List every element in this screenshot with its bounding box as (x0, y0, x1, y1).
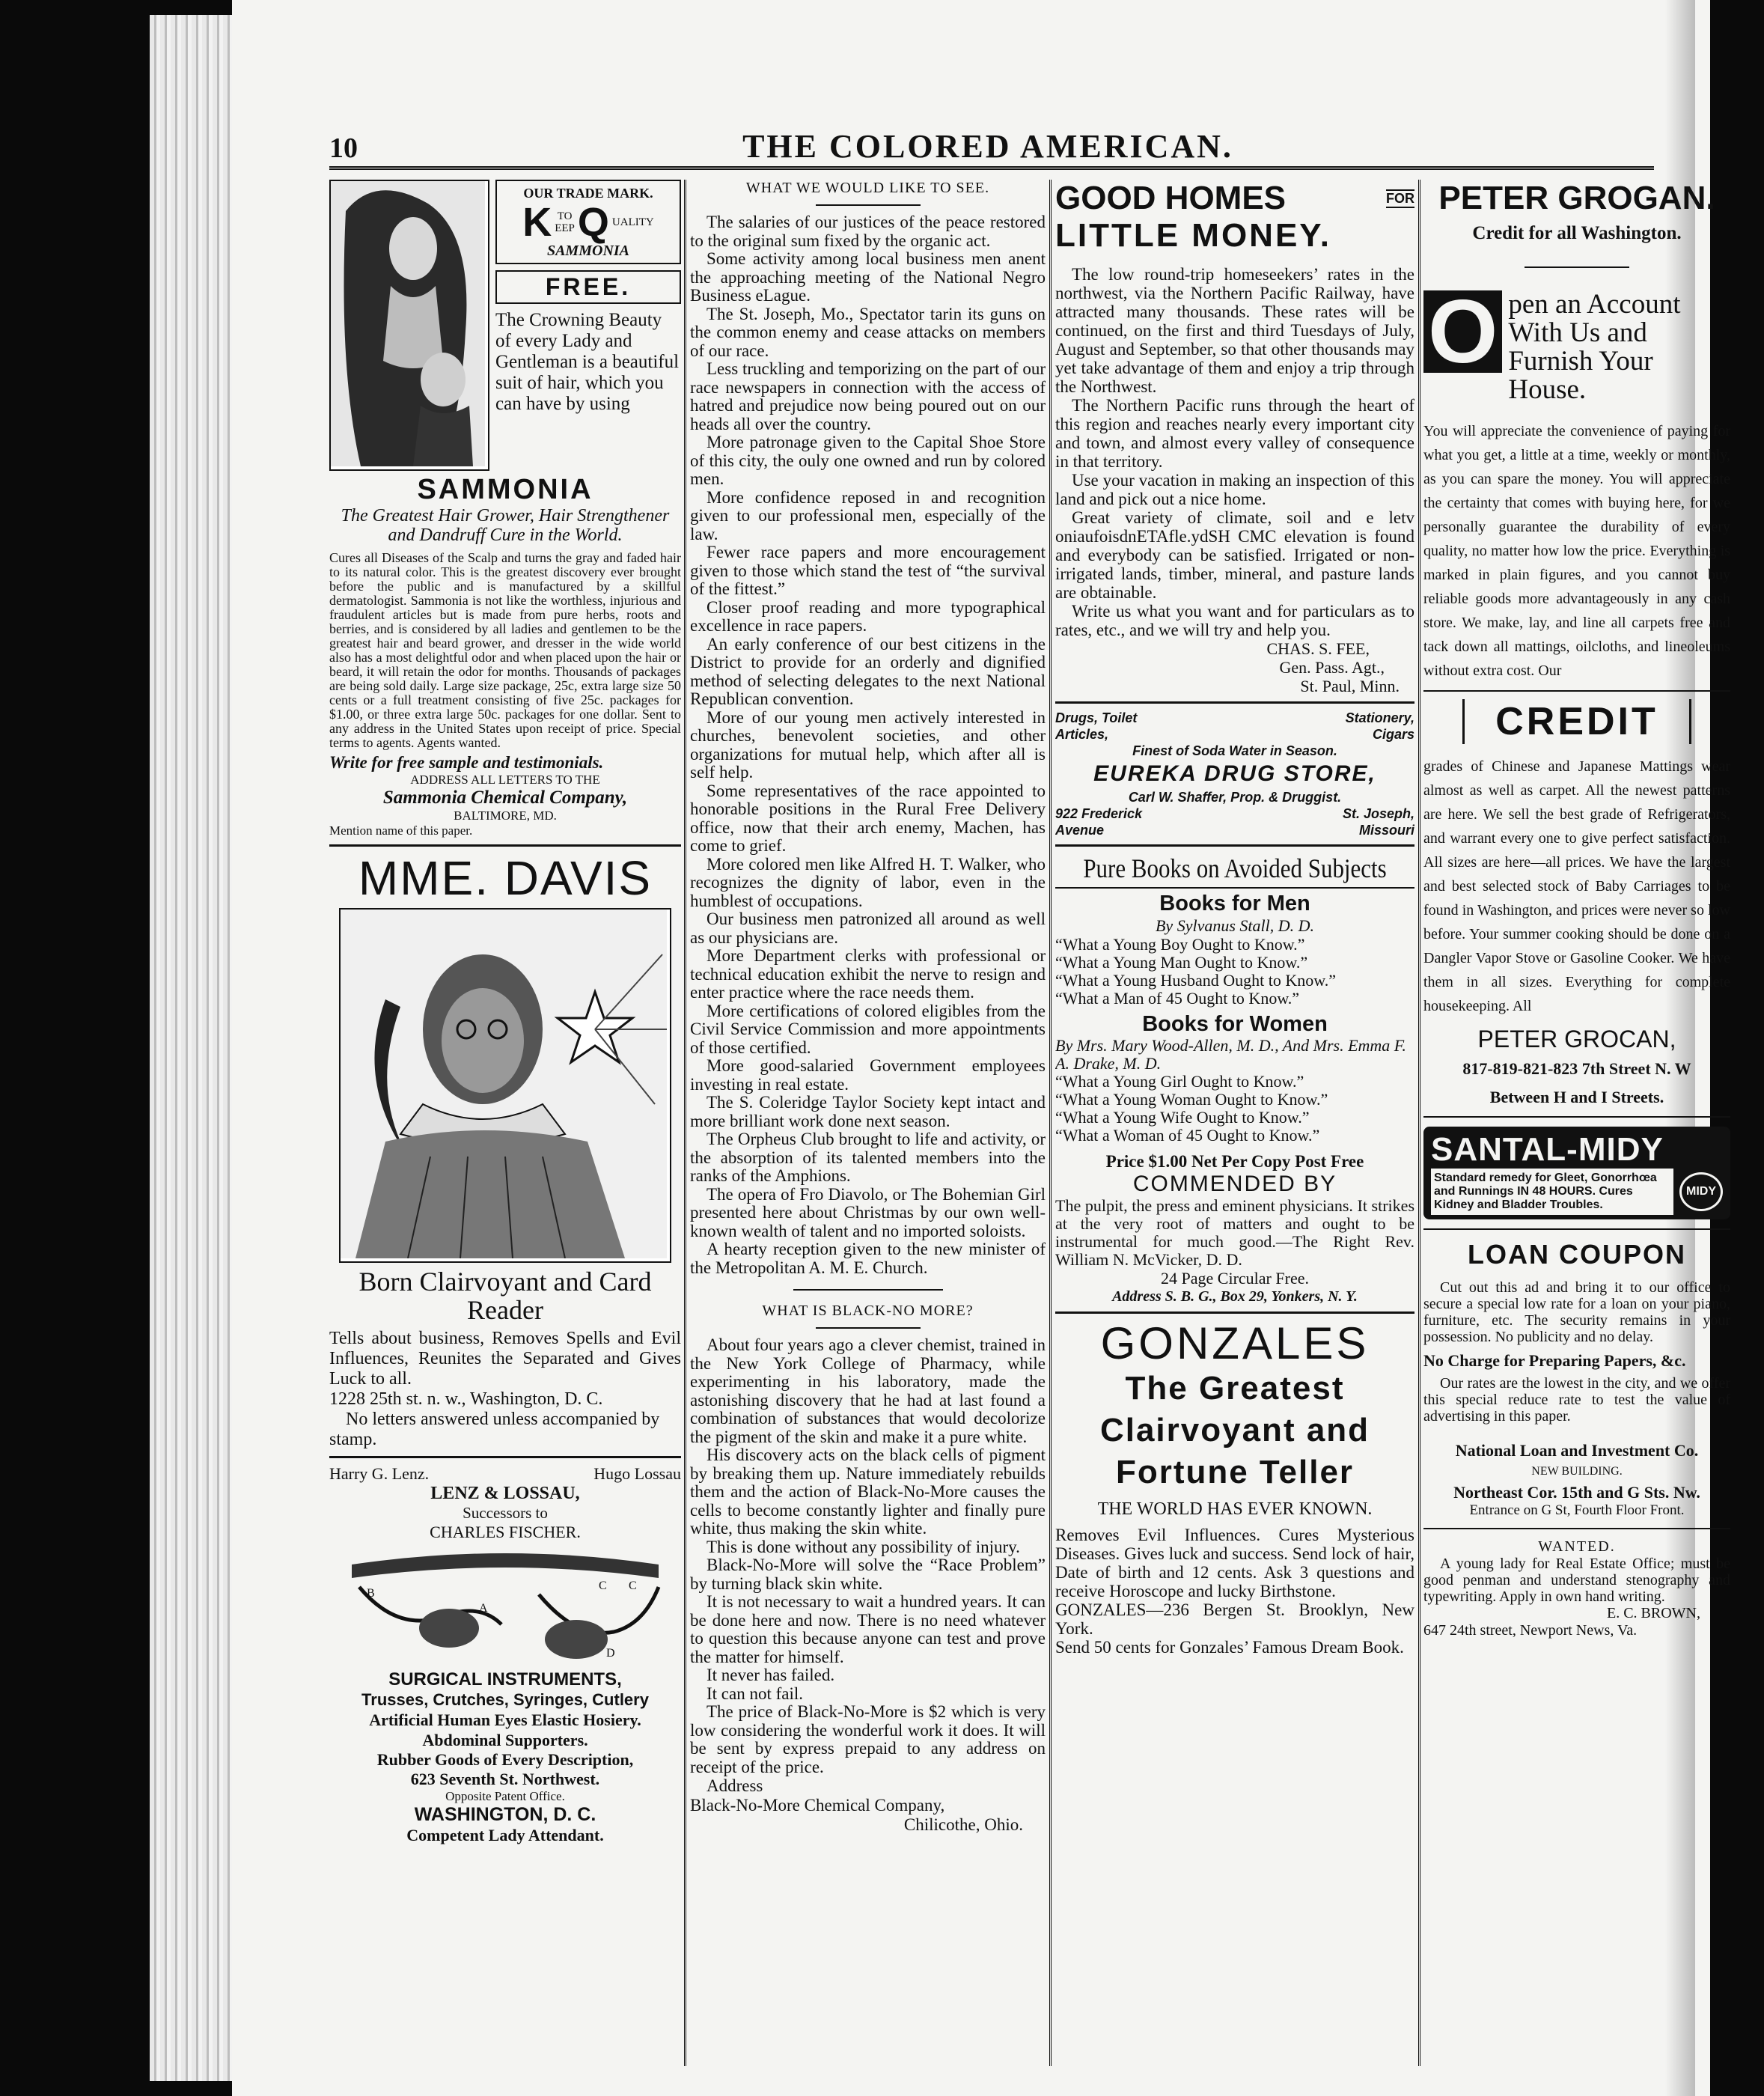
truss-label-b: B (367, 1587, 375, 1600)
davis-title: Born Clairvoyant and Card Reader (358, 1267, 652, 1325)
heading-rule (816, 1327, 921, 1329)
column-divider (1049, 180, 1052, 2066)
davis-body: Tells about business, Removes Spells and Evil Influences, Reunites the Separated and Gives Luck to all. (329, 1329, 681, 1389)
midy-logo: MIDY (1679, 1172, 1723, 1211)
drug-l3: 922 Frederick (1055, 806, 1143, 821)
books-men-list (1055, 936, 1414, 1008)
column-1 (329, 180, 681, 1845)
homes-sign-2: Gen. Pass. Agt., (1279, 658, 1385, 677)
drug-prop: Carl W. Shaffer, Prop. & Druggist. (1128, 790, 1342, 805)
article-paragraph: The S. Coleridge Taylor Society kept intact and more brilliant work done next season. (690, 1093, 1046, 1130)
article-paragraph: It can not fail. (706, 1684, 804, 1703)
truss-label-d: D (606, 1647, 615, 1660)
article-black-no-more (690, 1336, 1046, 1776)
truss-label-a: A (479, 1602, 488, 1615)
grogan-credit: Credit for all Washington. (1472, 223, 1682, 243)
eureka-drug-ad (1055, 710, 1414, 838)
article-paragraph: It is not necessary to wait a hundred years. It can be done here and now. There is no need whatever to question this because anyone can test and prove the matter for himself. (690, 1592, 1046, 1666)
lenz-city: WASHINGTON, D. C. (414, 1804, 596, 1825)
article-paragraph: Our business men patronized all around as well as our physicians are. (690, 910, 1046, 947)
homes-title-1: GOOD HOMES (1055, 180, 1287, 216)
newspaper-page (232, 0, 1730, 2096)
drug-soda: Finest of Soda Water in Season. (1132, 743, 1337, 758)
books-body: The pulpit, the press and eminent physicians. It strikes at the very root of matters and ought to be instrumental for much good.—The Right Rev. William N. McVicker, D. D. (1055, 1196, 1414, 1269)
book-title-item: “What a Young Boy Ought to Know.” (1055, 935, 1305, 954)
article-paragraph: More colored men like Alfred H. T. Walker, who recognizes the dignity of labor, even in the humblest of occupations. (690, 854, 1046, 910)
homes-paragraph: Use your vacation in making an inspection of this land and pick out a nice home. (1055, 471, 1414, 508)
books-women-author: By Mrs. Mary Wood-Allen, M. D., And Mrs. Emma F. A. Drake, M. D. (1055, 1036, 1406, 1073)
article-paragraph: Some representatives of the race appointed to honorable positions in the Rural Free Delivery office, now that their arch enemy, Machen, has come to grief. (690, 781, 1046, 855)
free-banner: FREE. (495, 270, 681, 304)
wanted-ad (1423, 1538, 1730, 1639)
column-divider (1418, 180, 1420, 2066)
gonzales-address: GONZALES—236 Bergen St. Brooklyn, New York. (1055, 1600, 1414, 1638)
crowning-text: The Crowning Beauty of every Lady and Gentleman is a beautiful suit of hair, which you can have by using (495, 310, 680, 414)
books-circular: 24 Page Circular Free. (1161, 1269, 1309, 1288)
page-header (329, 127, 1646, 165)
credit-ad (1423, 699, 1730, 1107)
loan-body: Cut out this ad and bring it to our office to secure a special low rate for a loan on your piano, furniture, etc. The security remains in your possession. No publicity and no delay. (1423, 1279, 1730, 1345)
books-women-heading: Books for Women (1142, 1012, 1328, 1036)
column-3 (1055, 180, 1414, 1657)
truss-label-c1: C (599, 1579, 607, 1592)
book-spine (150, 15, 239, 2081)
page-number: 10 (329, 132, 358, 164)
books-commended: COMMENDED BY (1132, 1172, 1337, 1196)
homes-title-2: LITTLE MONEY. (1055, 217, 1331, 254)
lenz-name: Harry G. Lenz. (329, 1464, 430, 1483)
homes-sign-3: St. Paul, Minn. (1300, 677, 1400, 695)
sammonia-tagline: The Greatest Hair Grower, Hair Strengthener and Dandruff Cure in the World. (341, 506, 670, 545)
kq-letter-q: Q (577, 200, 609, 245)
loan-nocharge: No Charge for Preparing Papers, &c. (1423, 1351, 1686, 1370)
book-title-item: “What a Young Wife Ought to Know.” (1055, 1108, 1310, 1127)
book-title-item: “What a Young Man Ought to Know.” (1055, 953, 1308, 972)
drug-r3: St. Joseph, (1342, 806, 1414, 821)
lenz-successors: Successors to (463, 1504, 548, 1522)
lenz-street: 623 Seventh St. Northwest. (410, 1770, 600, 1788)
sammonia-write: Write for free sample and testimonials. (329, 753, 604, 772)
article-heading-black-no-more: WHAT IS BLACK-NO MORE? (762, 1303, 974, 1319)
kq-uality: UALITY (611, 216, 654, 228)
wanted-address: 647 24th street, Newport News, Va. (1423, 1622, 1638, 1639)
loan-company: National Loan and Investment Co. (1455, 1441, 1699, 1460)
article-paragraph: More certifications of colored eligibles from the Civil Service Commission and more appointments of those certified. (690, 1001, 1046, 1057)
book-title-item: “What a Man of 45 Ought to Know.” (1055, 989, 1300, 1008)
article-paragraph: Fewer race papers and more encouragement given to those which stand the test of “the survival of the fittest.” (690, 543, 1046, 598)
lenz-firm: LENZ & LOSSAU, (430, 1484, 580, 1503)
drug-l4: Avenue (1055, 823, 1105, 838)
books-price: Price $1.00 Net Per Copy Post Free (1105, 1152, 1364, 1171)
wanted-title: WANTED. (1538, 1538, 1616, 1555)
hair-portrait-image (329, 180, 489, 471)
drug-l1: Drugs, Toilet (1055, 710, 1138, 725)
truss-label-c2: C (629, 1579, 637, 1592)
book-title-item: “What a Young Woman Ought to Know.” (1055, 1090, 1328, 1109)
grogan-body: You will appreciate the convenience of paying for what you get, a little at a time, weekly or monthly, as you can spare the money. You will appreciate the certainty that comes with buying here, for we personally guarantee the durability of every quality, no matter how low the price. Everything is marked in plain figures, and you cannot buy reliable goods more advantageously in any cash store. We make, lay, and line all carpets free and tack down all mattings, oilcloths, and lineoleums without extra cost. Our (1423, 423, 1730, 679)
lenz-lossau-ad (329, 1464, 681, 1845)
trademark-brand: SAMMONIA (546, 243, 630, 259)
article-paragraph: It never has failed. (706, 1666, 835, 1684)
article-paragraph: His discovery acts on the black cells of pigment by breaking them up. Nature immediately rebuilds them and the action of Black-No-More causes the cells to become constantly lighter and finally pure white, thus making the skin white. (690, 1445, 1046, 1538)
credit-body: grades of Chinese and Japanese Mattings wear almost as well as carpet. All the newest patterns are here. We sell the best grade of Refrigerators, and warrant every one to give perfect satisfaction. All sizes are here—all prices. We have the largest and best selected stock of Baby Carriages to be found in Washington, and prices were never so low before. Your summer cooking should be done on a Dangler Vapor Stove or Gasoline Cooker. We have them in all sizes. Everything for complete housekeeping. All (1423, 758, 1730, 1014)
lenz-trusses: Trusses, Crutches, Syringes, Cutlery (361, 1690, 649, 1709)
loan-coupon-ad (1423, 1239, 1730, 1519)
gonzales-world: THE WORLD HAS EVER KNOWN. (1097, 1499, 1373, 1519)
article-paragraph: The opera of Fro Diavolo, or The Bohemian Girl presented here about Christmas by our own well-known wealth of talent and no imported soloists. (690, 1184, 1046, 1240)
drug-r4: Missouri (1358, 823, 1414, 838)
drug-r2: Cigars (1372, 727, 1414, 742)
homes-for: FOR (1386, 189, 1414, 208)
drug-r1: Stationery, (1345, 710, 1414, 725)
column-4 (1423, 180, 1730, 1639)
homes-body (1055, 265, 1414, 639)
address-city: Chilicothe, Ohio. (903, 1815, 1023, 1834)
sammonia-name: SAMMONIA (417, 474, 593, 505)
books-men-heading: Books for Men (1159, 892, 1310, 916)
book-title-item: “What a Young Girl Ought to Know.” (1055, 1072, 1304, 1091)
gonzales-ad (1055, 1320, 1414, 1657)
sammonia-body: Cures all Diseases of the Scalp and turns the gray and faded hair to its natural color. This is the greatest discovery ever brought before the public and is manufactured by a skillful dermatologist. Sammonia is not like the worthless, injurious and fraudulent articles but is made from pure herbs, roots and berries, and is considered by all ladies and gentlemen to be the greatest hair and beard grower, and dresser in the wide world also has a most delightful odor and when placed upon the hair or beard, it will retain the odor for months. Thousands of packages are being sold daily. Large size package, 25c, extra large size 50 cents or a full treatment consisting of five 25c. packages for $1.00, or three extra large 50c. packages for one dollar. Sent to any address in the United States upon receipt of price. Special terms to agents. Agents wanted. (329, 550, 681, 750)
credit-address: 817-819-821-823 7th Street N. W (1462, 1059, 1691, 1078)
davis-ad (329, 853, 681, 1450)
grogan-ad (1423, 180, 1730, 683)
article-paragraph: More patronage given to the Capital Shoe Store of this city, the ouly one owned and run by colored men. (690, 433, 1046, 488)
lenz-fischer: CHARLES FISCHER. (430, 1523, 581, 1541)
loan-title: LOAN COUPON (1468, 1239, 1686, 1270)
gonzales-body: Removes Evil Influences. Cures Mysterious Diseases. Gives luck and success. Send lock of hair, Date of birth and 12 cents. Ask 3 questions and receive Horoscope and lucky Birthstone. (1055, 1526, 1414, 1600)
truss-illustration (329, 1542, 681, 1669)
column-2 (690, 180, 1046, 1999)
homes-paragraph: Write us what you want and for particulars as to rates, etc., and we will try and help you. (1055, 602, 1414, 639)
gonzales-tagline: The Greatest Clairvoyant and Fortune Teller (1099, 1370, 1370, 1490)
book-title-item: “What a Woman of 45 Ought to Know.” (1055, 1126, 1320, 1145)
credit-name: PETER GROCAN, (1477, 1026, 1676, 1052)
santal-body: Standard remedy for Gleet, Gonorrhœa and Runnings IN 48 HOURS. Cures Kidney and Bladder Troubles. (1431, 1169, 1673, 1215)
davis-note: No letters answered unless accompanied by stamp. (329, 1410, 660, 1449)
article-paragraph: The price of Black-No-More is $2 which is very low considering the wonderful work it does. It will be sent by express prepaid to any address on receipt of the price. (690, 1702, 1046, 1776)
homes-paragraph: Great variety of climate, soil and e letv oniaufoisdnETAfle.ydSH CMC elevation is found and everybody can be satisfied. Irrigated or non-irrigated lands, timber, mineral, and pasture lands are obtainable. (1055, 508, 1414, 602)
grogan-initial: O (1423, 290, 1502, 373)
article-like-to-see (690, 213, 1046, 1277)
loan-rates: Our rates are the lowest in the city, and we offer this special reduce rate to test the value of advertising in this paper. (1423, 1375, 1730, 1425)
article-heading-like-to-see: WHAT WE WOULD LIKE TO SEE. (745, 180, 990, 196)
loan-entrance: Entrance on G St, Fourth Floor Front. (1469, 1502, 1685, 1518)
sammonia-city: BALTIMORE, MD. (454, 808, 557, 823)
pure-books-ad (1055, 853, 1414, 1306)
loan-building: NEW BUILDING. (1531, 1465, 1623, 1478)
books-men-author: By Sylvanus Stall, D. D. (1155, 916, 1315, 935)
lenz-rubber: Rubber Goods of Every Description, (376, 1750, 634, 1769)
gonzales-name: GONZALES (1100, 1318, 1370, 1368)
address-company: Black-No-More Chemical Company, (690, 1796, 945, 1815)
trademark-box (495, 180, 681, 264)
books-women-list (1055, 1073, 1414, 1145)
lenz-opposite: Opposite Patent Office. (445, 1789, 565, 1803)
article-paragraph: Closer proof reading and more typographical excellence in race papers. (690, 597, 1046, 635)
davis-portrait-image (339, 908, 671, 1263)
homes-sign-1: CHAS. S. FEE, (1266, 639, 1370, 658)
article-paragraph: Some activity among local business men anent the approaching meeting of the National Negro Business eLague. (690, 249, 1046, 305)
sammonia-address-label: ADDRESS ALL LETTERS TO THE (410, 773, 600, 787)
santal-midy-ad (1423, 1127, 1730, 1219)
article-paragraph: The salaries of our justices of the peace restored to the original sum fixed by the organic act. (690, 213, 1046, 250)
trademark-label: OUR TRADE MARK. (523, 186, 653, 201)
good-homes-ad (1055, 180, 1414, 695)
article-paragraph: An early conference of our best citizens in the District to provide for an orderly and dignified method of selecting delegates to the next National Republican convention. (690, 634, 1046, 708)
lenz-eyes: Artificial Human Eyes Elastic Hosiery. Abdominal Supporters. (369, 1710, 641, 1749)
books-address: Address S. B. G., Box 29, Yonkers, N. Y. (1112, 1288, 1358, 1305)
article-paragraph: More good-salaried Government employees investing in real estate. (690, 1056, 1046, 1094)
article-paragraph: About four years ago a clever chemist, trained in the New York College of Pharmacy, while experimenting in his laboratory, made the astonishing discovery that he had at last found a combination of substances that would decolorize the pigment of the skin and make it a pure white. (690, 1335, 1046, 1446)
homes-paragraph: The Northern Pacific runs through the heart of this region and reaches nearly every important city and town, and almost every valley of consequence in that territory. (1055, 396, 1414, 471)
sammonia-company: Sammonia Chemical Company, (382, 787, 628, 808)
sammonia-ad (329, 180, 681, 838)
davis-name: MME. DAVIS (358, 851, 653, 905)
masthead-title: THE COLORED AMERICAN. (742, 128, 1233, 165)
kq-eep: EEP (555, 222, 575, 234)
credit-word: CREDIT (1462, 699, 1691, 744)
article-paragraph: A hearty reception given to the new minister of the Metropolitan A. M. E. Church. (690, 1240, 1046, 1277)
santal-name: SANTAL-MIDY (1431, 1131, 1664, 1168)
header-rule (329, 166, 1654, 170)
article-paragraph: Less truckling and temporizing on the part of our race newspapers in connection with the access of hatred and prejudice now being poured out on our heads all over the country. (690, 359, 1046, 433)
article-paragraph: More Department clerks with professional or technical education exhibit the nerve to resign and enter practice where the race needs them. (690, 946, 1046, 1002)
grogan-rule (1525, 266, 1629, 268)
article-separator (793, 1289, 943, 1291)
drug-name: EUREKA DRUG STORE, (1093, 761, 1376, 786)
lenz-attendant: Competent Lady Attendant. (406, 1826, 604, 1844)
article-paragraph: Black-No-More will solve the “Race Problem” by turning black skin white. (690, 1556, 1046, 1593)
davis-address: 1228 25th st. n. w., Washington, D. C. (329, 1389, 603, 1409)
sammonia-mention: Mention name of this paper. (329, 823, 473, 838)
lossau-name: Hugo Lossau (593, 1464, 681, 1483)
heading-rule (816, 204, 921, 206)
address-label: Address (706, 1776, 763, 1795)
article-paragraph: The St. Joseph, Mo., Spectator tarin its guns on the common enemy and cease attacks on members of our race. (690, 304, 1046, 360)
books-title: Pure Books on Avoided Subjects (1083, 853, 1387, 883)
wanted-sign: E. C. BROWN, (1607, 1605, 1700, 1621)
wanted-body: A young lady for Real Estate Office; must be good penman and understand stenography and typewriting. Apply in own hand writing. (1423, 1556, 1730, 1605)
credit-between: Between H and I Streets. (1489, 1088, 1664, 1106)
lenz-surgical: SURGICAL INSTRUMENTS, (388, 1669, 622, 1690)
homes-paragraph: The low round-trip homeseekers’ rates in the northwest, via the Northern Pacific Railway, have attracted many thousands. These rates will be continued, on the first and third Tuesdays of July, August and September, so that other thousands may yet take advantage of them and enjoy a trip through the Northwest. (1055, 265, 1414, 396)
article-paragraph: This is done without any possibility of injury. (706, 1537, 1020, 1556)
book-title-item: “What a Young Husband Ought to Know.” (1055, 971, 1336, 990)
kq-to: TO (557, 210, 573, 222)
drug-l2: Articles, (1055, 727, 1109, 742)
grogan-headline: pen an Account With Us and Furnish Your House. (1508, 289, 1681, 405)
column-divider (684, 180, 686, 2066)
gonzales-send: Send 50 cents for Gonzales’ Famous Dream Book. (1055, 1638, 1404, 1657)
article-paragraph: More confidence reposed in and recognition given to our professional men, especially of the law. (690, 487, 1046, 543)
grogan-name: PETER GROGAN. (1438, 180, 1715, 216)
loan-corner: Northeast Cor. 15th and G Sts. Nw. (1453, 1483, 1700, 1502)
kq-letter-k: K (522, 200, 552, 245)
article-paragraph: The Orpheus Club brought to life and activity, or the absorption of its talented members into the ranks of the Amphions. (690, 1130, 1046, 1185)
article-paragraph: More of our young men actively interested in churches, benevolent societies, and other organizations for mutual help, which after all is self help. (690, 707, 1046, 782)
